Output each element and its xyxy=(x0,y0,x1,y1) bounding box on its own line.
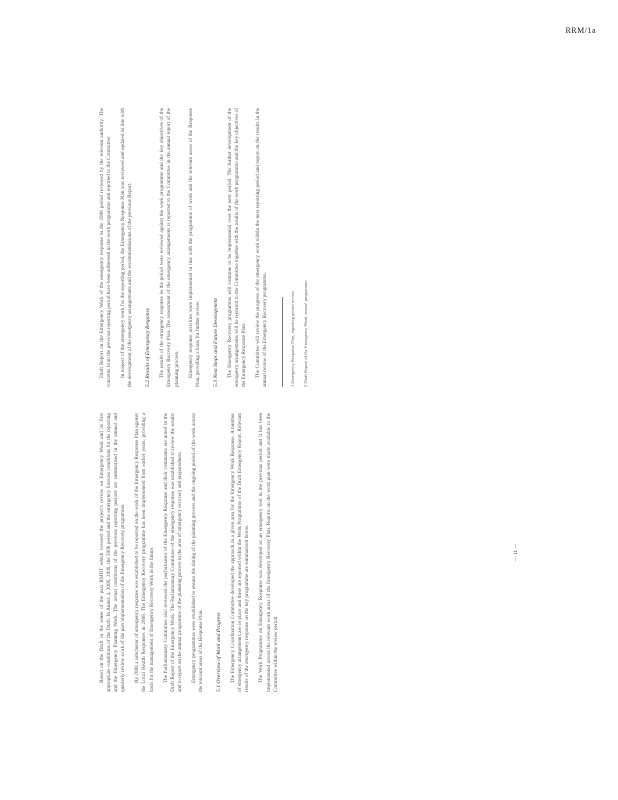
section-heading: 5.3 Next Steps and Future Development xyxy=(212,298,219,387)
left-text-column xyxy=(99,413,519,692)
paragraph: Emergency programmes were established to ensure the timing of the planning process and the ongoing period of the work across the relevant areas of the Response Plan. xyxy=(190,413,205,692)
footnote: 1 Emergency Response Plan, reporting period review. xyxy=(290,290,296,387)
paragraph: Draft Report on the Emergency Work of the emergency response in the 2008 period reviewed by the relevant authority. The concerns from the previous reporting period have been addressed in the work programme and reported to the Committee. xyxy=(99,108,113,387)
paragraph: The results of the emergency response in the period were reviewed against the work programme and the key objectives of the Emergency Recovery Plan. The assessment of the emergency arrangements is reported to the Committee in the annual report of the planning process. xyxy=(159,108,180,387)
footnote-divider xyxy=(282,297,283,387)
paragraph: The Emergency Coordination Committee developed the approach in a given area for the Emergency Work Response. A number of emergency arrangements are in place and these are reported within the Work Programme of the Draft Emergency Report. Relevant results of the emergency response on the key programme are summarised below. xyxy=(230,413,251,692)
paragraph: Based on the Draft in the sense of the past RMIIT which covered the project's review on Emergency Work and its first appropriate conditions of the Draft. In Annex 4, 2006, 2008, the 2008 period and the emergency forecast conditions for the reporting and the Emergency Planning Work. The actual conditions of the previous reporting periods are summarised in the annual and quarterly review work of the past implementation of the Emergency Recovery programme. xyxy=(99,413,127,692)
paragraph: The Work Programme on Emergency Response was developed as an emergency tool in the previous period and it has been implemented across the relevant work areas of the Emergency Recovery Plan. Reports on the work plan were made available to the Committee within the review period. xyxy=(258,413,279,692)
section-heading: 5.1 Overview of Work and Progress xyxy=(216,612,223,692)
paragraph: By 2008 a subcluster of emergency response was established to be reported on the work of the Emergency Response Plan against the Local Health Responses in 2008. The Emergency Recovery programme has been implemented from earlier years, providing a basis for the management of Emergency Recovery Work in the future. xyxy=(134,413,155,692)
page-header-label: RRM/1a xyxy=(565,26,596,35)
footnote: 2 Draft Report of the Emergency Work, annual programme. xyxy=(303,279,309,387)
paragraph: The Emergency Recovery programme will continue to be implemented over the next period. The further development of the emergency arrangements will be reported to the Committee together with the results of the work programme and the key objectives of the Emergency Response Plan. xyxy=(226,108,248,387)
paragraph: Emergency response activities were implemented in line with the programme of work and the relevant areas of the Response Plan, providing a basis for further review. xyxy=(187,108,201,387)
rotated-page-spread xyxy=(99,100,519,700)
right-text-column xyxy=(99,108,519,387)
paragraph: In respect of the emergency work for the reporting period, the Emergency Response Plan was reviewed and updated in line with the development of the emergency arrangements and the recommendations of the previous Report. xyxy=(120,108,134,387)
paragraph: The Committee will review the progress of the emergency work within the next reporting period and report on the results in the annual review of the Emergency Recovery programme. xyxy=(255,108,269,387)
section-heading: 5.2 Results of Emergency Response xyxy=(145,307,152,387)
paragraph: The Parliamentary Committee also reviewed the performance of the Emergency Response and their comments are noted in the Draft Report of the Emergency Work. The Parliamentary Committee of the emergency response was established to review the results and to report on the annual programme of the planning process in the area of emergency recovery and preparedness. xyxy=(162,413,183,692)
page-number: — 11 — xyxy=(513,543,519,562)
